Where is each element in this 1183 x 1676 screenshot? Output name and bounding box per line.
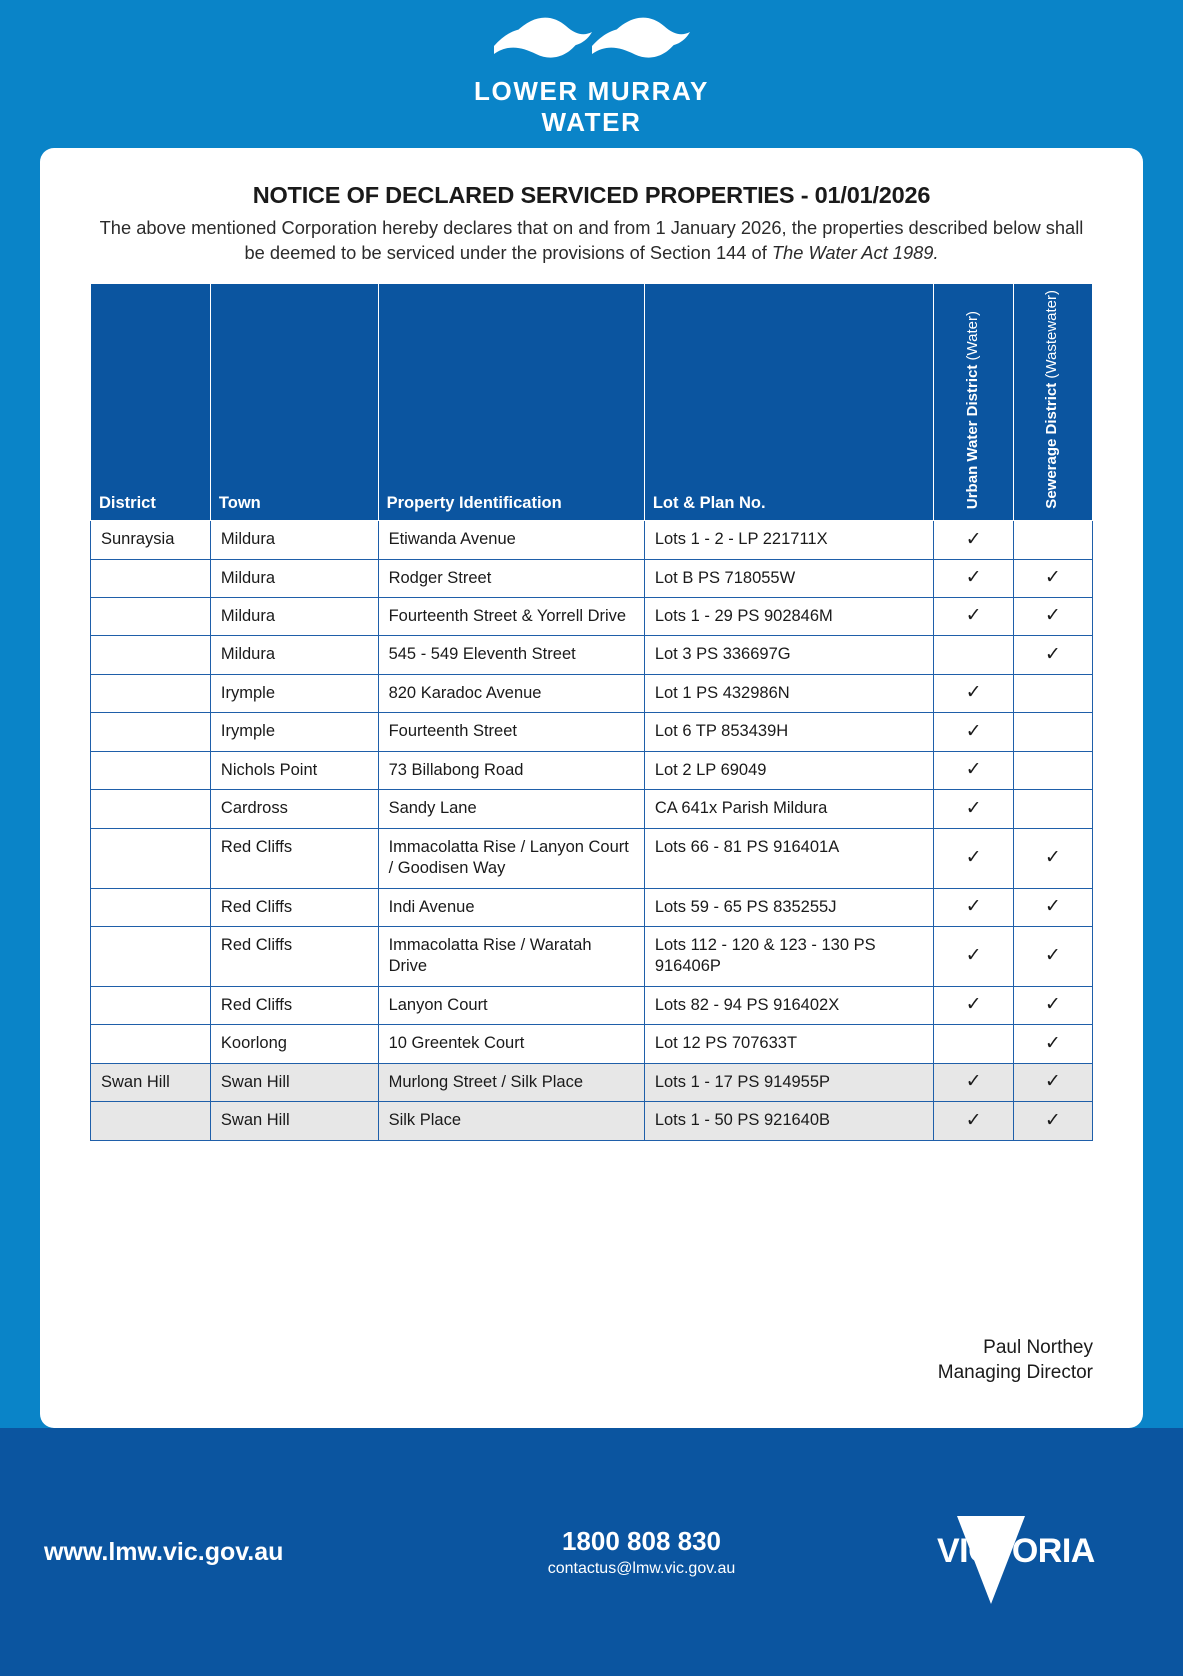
document-card: [40, 148, 1143, 1428]
table-cell-property-identification: Lanyon Court: [378, 986, 644, 1024]
table-cell-lot-plan-no: CA 641x Parish Mildura: [644, 790, 934, 828]
table-cell-urban-water-tick: ✓: [934, 598, 1013, 636]
table-header: [91, 284, 1093, 521]
column-header-property-identification: Property Identification: [378, 284, 644, 521]
table-cell-lot-plan-no: Lot 3 PS 336697G: [644, 636, 934, 674]
table-cell-property-identification: Indi Avenue: [378, 888, 644, 926]
table-cell-district: [91, 559, 211, 597]
table-cell-town: Mildura: [210, 521, 378, 559]
page-title: NOTICE OF DECLARED SERVICED PROPERTIES - 01/01/2026: [252, 182, 931, 208]
table-cell-urban-water-tick: ✓: [934, 713, 1013, 751]
table-cell-property-identification: Silk Place: [378, 1102, 644, 1140]
table-cell-district: [91, 674, 211, 712]
table-cell-lot-plan-no: Lots 59 - 65 PS 835255J: [644, 888, 934, 926]
table-cell-town: Red Cliffs: [210, 888, 378, 926]
page-footer: [0, 1428, 1183, 1676]
table-cell-town: Irymple: [210, 713, 378, 751]
footer-email-address[interactable]: contactus@lmw.vic.gov.au: [547, 1559, 736, 1577]
table-cell-property-identification: Immacolatta Rise / Waratah Drive: [378, 926, 644, 986]
column-header-district: District: [91, 284, 211, 521]
table-cell-urban-water-tick: ✓: [934, 674, 1013, 712]
table-row: [91, 790, 1093, 828]
sewerage-sub-label: (Wastewater): [1043, 290, 1061, 380]
table-cell-district: [91, 1025, 211, 1063]
table-row: [91, 828, 1093, 888]
table-cell-town: Irymple: [210, 674, 378, 712]
table-cell-town: Mildura: [210, 636, 378, 674]
footer-contact-block: [404, 1526, 879, 1577]
victoria-logo-text: VICTORIA: [937, 1532, 1095, 1570]
column-header-lot-plan-no: Lot & Plan No.: [644, 284, 934, 521]
table-cell-sewerage-tick: ✓: [1013, 598, 1092, 636]
table-row: [91, 521, 1093, 559]
column-header-sewerage-district: [1013, 284, 1092, 521]
table-cell-lot-plan-no: Lot 2 LP 69049: [644, 751, 934, 789]
table-cell-sewerage-tick: ✓: [1013, 559, 1092, 597]
footer-website-link[interactable]: www.lmw.vic.gov.au: [44, 1537, 284, 1566]
table-header-row: [91, 284, 1093, 521]
table-row: [91, 559, 1093, 597]
table-cell-lot-plan-no: Lots 82 - 94 PS 916402X: [644, 986, 934, 1024]
signatory-name: Paul Northey: [983, 1336, 1093, 1358]
table-cell-property-identification: Sandy Lane: [378, 790, 644, 828]
table-row: [91, 926, 1093, 986]
table-cell-property-identification: Fourteenth Street & Yorrell Drive: [378, 598, 644, 636]
table-cell-sewerage-tick: ✓: [1013, 926, 1092, 986]
table-row: [91, 674, 1093, 712]
table-cell-district: [91, 598, 211, 636]
table-cell-town: Swan Hill: [210, 1063, 378, 1101]
brand-name-line2: WATER: [541, 106, 642, 137]
table-cell-urban-water-tick: ✓: [934, 888, 1013, 926]
table-cell-lot-plan-no: Lots 66 - 81 PS 916401A: [644, 828, 934, 888]
table-cell-lot-plan-no: Lots 1 - 2 - LP 221711X: [644, 521, 934, 559]
table-cell-urban-water-tick: ✓: [934, 751, 1013, 789]
table-cell-urban-water-tick: [934, 636, 1013, 674]
table-row: [91, 598, 1093, 636]
table-cell-town: Mildura: [210, 598, 378, 636]
table-cell-sewerage-tick: [1013, 521, 1092, 559]
table-cell-district: [91, 751, 211, 789]
table-body: [91, 521, 1093, 1140]
table-cell-town: Koorlong: [210, 1025, 378, 1063]
table-cell-district: [91, 636, 211, 674]
table-cell-district: [91, 926, 211, 986]
intro-text: The above mentioned Corporation hereby declares that on and from 1 January 2026, the properties described below shall be deemed to be serviced under the provisions of Section 144 of: [99, 217, 1084, 264]
table-cell-property-identification: Fourteenth Street: [378, 713, 644, 751]
table-cell-sewerage-tick: ✓: [1013, 828, 1092, 888]
table-cell-sewerage-tick: [1013, 674, 1092, 712]
table-cell-urban-water-tick: ✓: [934, 521, 1013, 559]
column-header-town: Town: [210, 284, 378, 521]
table-cell-lot-plan-no: Lot 12 PS 707633T: [644, 1025, 934, 1063]
table-cell-town: Red Cliffs: [210, 986, 378, 1024]
table-cell-lot-plan-no: Lots 1 - 29 PS 902846M: [644, 598, 934, 636]
table-cell-sewerage-tick: ✓: [1013, 1063, 1092, 1101]
table-cell-district: [91, 828, 211, 888]
table-cell-sewerage-tick: [1013, 751, 1092, 789]
signatory-role: Managing Director: [937, 1362, 1093, 1384]
table-cell-urban-water-tick: ✓: [934, 926, 1013, 986]
table-row: [91, 1025, 1093, 1063]
table-row: [91, 636, 1093, 674]
footer-phone-number[interactable]: 1800 808 830: [561, 1526, 722, 1557]
table-cell-property-identification: 820 Karadoc Avenue: [378, 674, 644, 712]
table-row: [91, 751, 1093, 789]
table-cell-sewerage-tick: ✓: [1013, 986, 1092, 1024]
table-cell-property-identification: Murlong Street / Silk Place: [378, 1063, 644, 1101]
act-reference: The Water Act 1989.: [771, 242, 939, 264]
table-cell-urban-water-tick: ✓: [934, 1063, 1013, 1101]
brand-wordmark: [474, 76, 709, 137]
table-cell-district: [91, 1102, 211, 1140]
table-row: [91, 713, 1093, 751]
table-cell-property-identification: 545 - 549 Eleventh Street: [378, 636, 644, 674]
table-cell-lot-plan-no: Lots 1 - 50 PS 921640B: [644, 1102, 934, 1140]
table-cell-district: [91, 790, 211, 828]
table-cell-urban-water-tick: [934, 1025, 1013, 1063]
table-cell-district: [91, 986, 211, 1024]
table-cell-lot-plan-no: Lot B PS 718055W: [644, 559, 934, 597]
table-cell-lot-plan-no: Lot 1 PS 432986N: [644, 674, 934, 712]
table-cell-urban-water-tick: ✓: [934, 986, 1013, 1024]
table-cell-district: Swan Hill: [91, 1063, 211, 1101]
intro-paragraph: [90, 215, 1093, 265]
table-cell-town: Cardross: [210, 790, 378, 828]
urban-water-sub-label: (Water): [964, 311, 982, 361]
table-cell-town: Nichols Point: [210, 751, 378, 789]
sewerage-main-label: Sewerage District: [1043, 383, 1061, 510]
urban-water-main-label: Urban Water District: [964, 364, 982, 510]
table-cell-district: [91, 713, 211, 751]
table-cell-lot-plan-no: Lot 6 TP 853439H: [644, 713, 934, 751]
table-row: [91, 888, 1093, 926]
table-cell-property-identification: 73 Billabong Road: [378, 751, 644, 789]
table-cell-sewerage-tick: ✓: [1013, 888, 1092, 926]
table-row: [91, 1063, 1093, 1101]
table-cell-urban-water-tick: ✓: [934, 1102, 1013, 1140]
table-row: [91, 1102, 1093, 1140]
table-cell-sewerage-tick: [1013, 713, 1092, 751]
table-cell-sewerage-tick: ✓: [1013, 1025, 1092, 1063]
table-cell-town: Red Cliffs: [210, 828, 378, 888]
table-cell-sewerage-tick: ✓: [1013, 636, 1092, 674]
table-cell-property-identification: Immacolatta Rise / Lanyon Court / Goodisen Way: [378, 828, 644, 888]
table-cell-sewerage-tick: ✓: [1013, 1102, 1092, 1140]
brand-name-line1: LOWER MURRAY: [474, 76, 709, 106]
table-cell-sewerage-tick: [1013, 790, 1092, 828]
table-cell-town: Mildura: [210, 559, 378, 597]
table-cell-property-identification: Rodger Street: [378, 559, 644, 597]
footer-victoria-logo: [879, 1494, 1139, 1610]
table-cell-urban-water-tick: ✓: [934, 559, 1013, 597]
table-row: [91, 986, 1093, 1024]
table-cell-property-identification: Etiwanda Avenue: [378, 521, 644, 559]
brand-header: [0, 0, 1183, 150]
signature-block: [938, 1335, 1093, 1386]
column-header-urban-water-district: [934, 284, 1013, 521]
table-cell-lot-plan-no: Lots 112 - 120 & 123 - 130 PS 916406P: [644, 926, 934, 986]
table-cell-urban-water-tick: ✓: [934, 790, 1013, 828]
table-cell-lot-plan-no: Lots 1 - 17 PS 914955P: [644, 1063, 934, 1101]
table-cell-town: Red Cliffs: [210, 926, 378, 986]
table-cell-district: Sunraysia: [91, 521, 211, 559]
wave-logo-icon: [492, 16, 692, 68]
table-cell-urban-water-tick: ✓: [934, 828, 1013, 888]
table-cell-district: [91, 888, 211, 926]
table-cell-property-identification: 10 Greentek Court: [378, 1025, 644, 1063]
table-cell-town: Swan Hill: [210, 1102, 378, 1140]
declared-properties-table: [90, 283, 1093, 1140]
